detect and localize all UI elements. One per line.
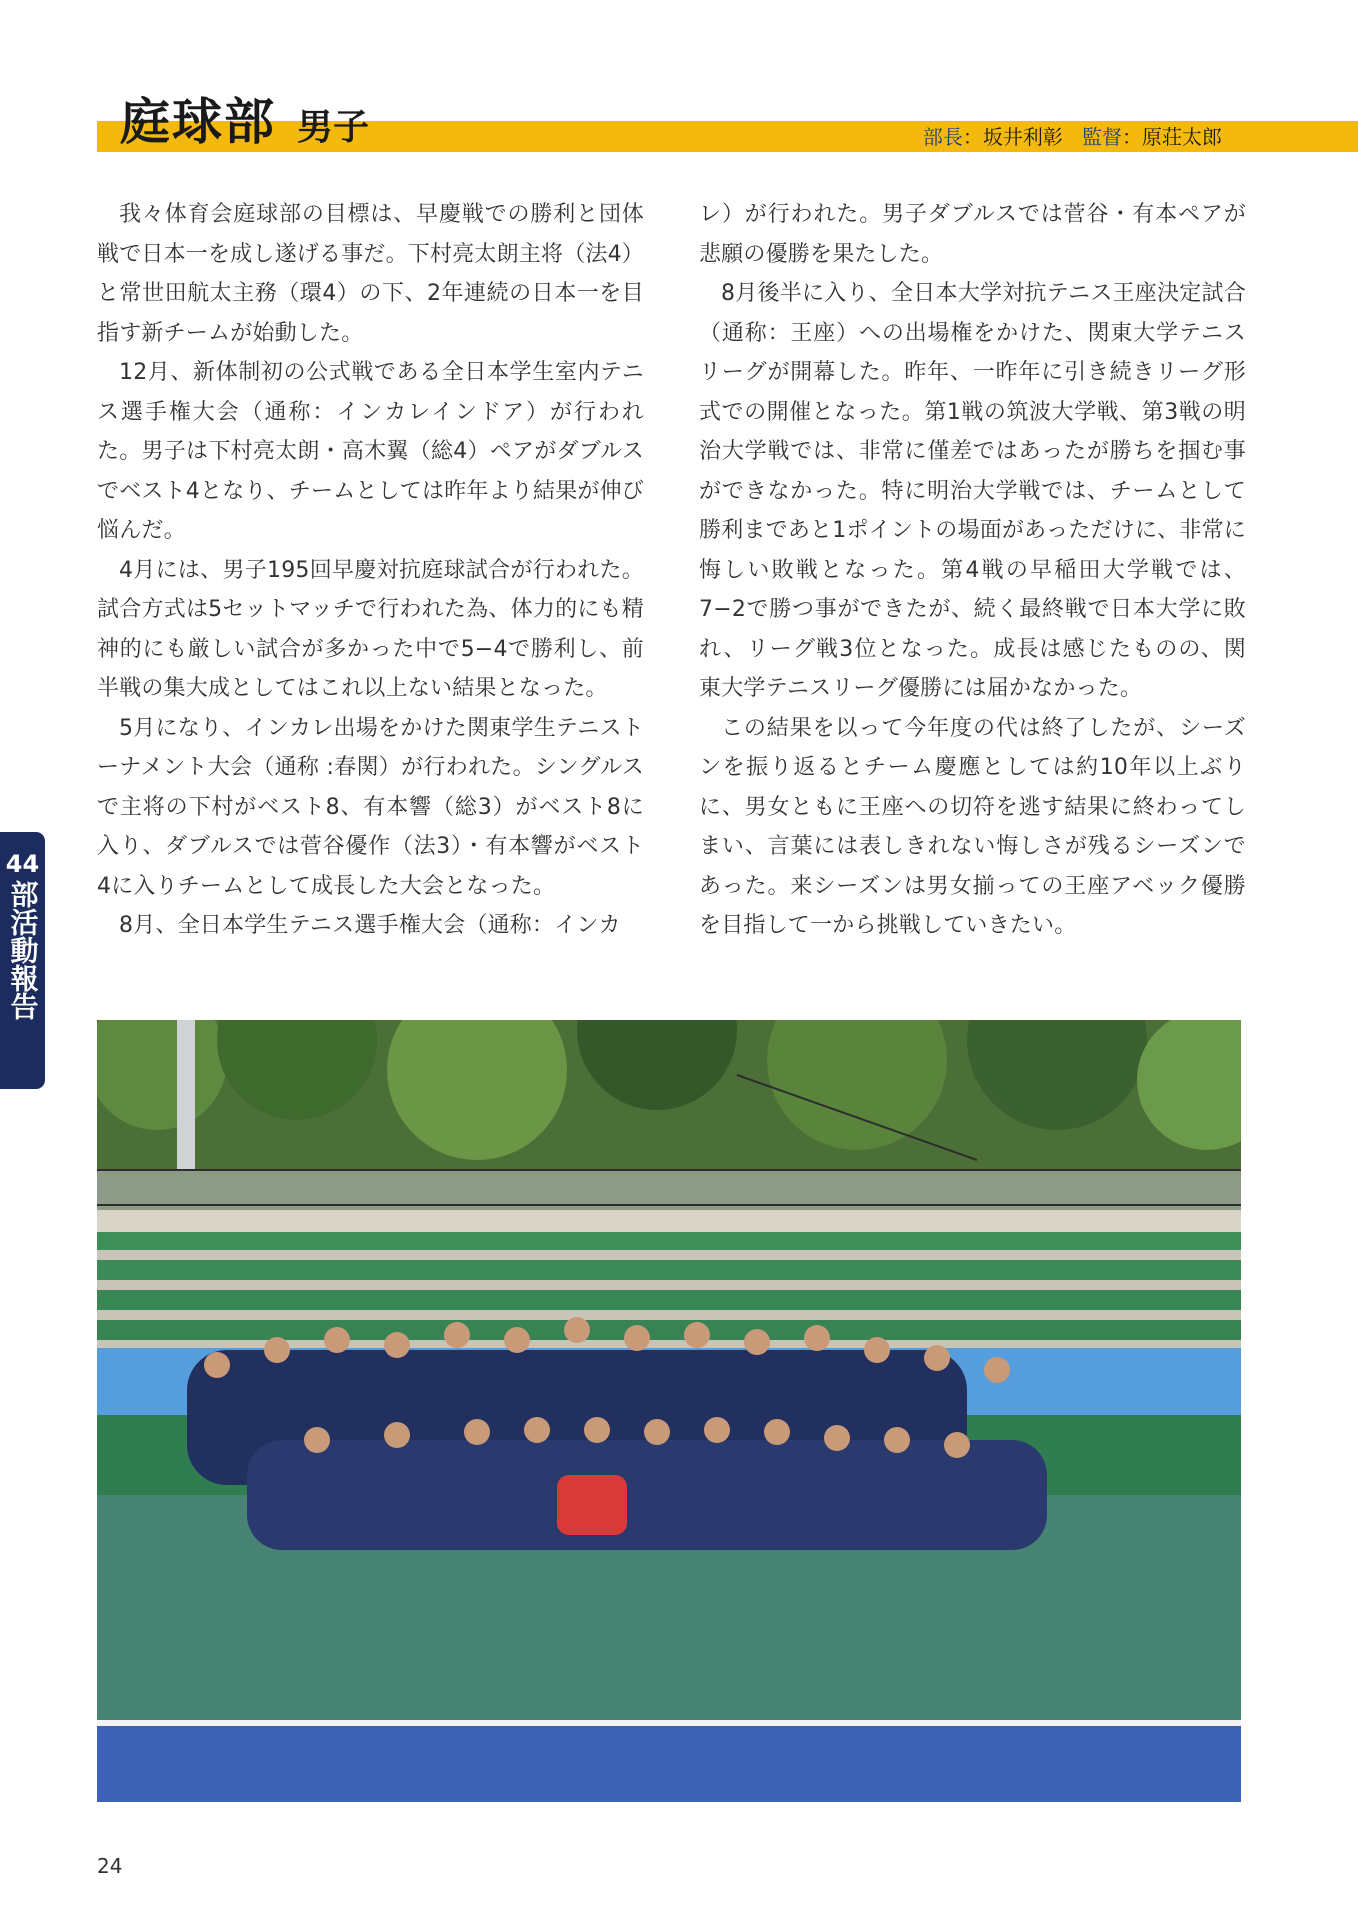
page-title: 庭球部 — [120, 93, 276, 151]
paragraph: 12月、新体制初の公式戦である全日本学生室内テニス選手権大会（通称：インカレインドア）が行われた。男子は下村亮太朗・高木翼（総4）ペアがダブルスでベスト4となり、チームとしては昨年より結果が伸び悩んだ。 — [97, 360, 644, 543]
buchou-role: 部長 — [922, 125, 963, 149]
paragraph: 8月、全日本学生テニス選手権大会（通称：インカ — [119, 913, 621, 938]
paragraph: 8月後半に入り、全日本大学対抗テニス王座決定試合（通称：王座）への出場権をかけた、関東大学テニスリーグが開幕した。昨年、一昨年に引き続きリーグ形式での開催となった。第1戦の筑波大学戦、第3戦の明治大学戦では、非常に僅差ではあったが勝ちを掴む事ができなかった。特に明治大学戦では、チームとして勝利まであと1ポイントの場面があっただけに、非常に悔しい敗戦となった。第4戦の早稲田大学戦では、7−2で勝つ事ができたが、続く最終戦で日本大学に敗れ、リーグ戦3位となった。成長は感じたものの、関東大学テニスリーグ優勝には届かなかった。 — [699, 281, 1246, 701]
section-label: 部活動報告 — [6, 880, 40, 1020]
article-column-right — [699, 195, 1246, 946]
paragraph: 5月になり、インカレ出場をかけた関東学生テニストーナメント大会（通称 :春関）が行われた。シングルスで主将の下村がベスト8、有本響（総3）がベスト8に入り、ダブルスでは菅谷優作（法3）・有本響がベスト4に入りチームとして成長した大会となった。 — [97, 715, 644, 899]
staff-info — [923, 124, 1222, 150]
paragraph: 我々体育会庭球部の目標は、早慶戦での勝利と団体戦で日本一を成し遂げる事だ。下村亮太朗主将（法4）と常世田航太主務（環4）の下、2年連続の日本一を目指す新チームが始動した。 — [97, 202, 644, 346]
section-tab — [0, 832, 45, 1089]
paragraph: 4月には、男子195回早慶対抗庭球試合が行われた。試合方式は5セットマッチで行われた為、体力的にも精神的にも厳しい試合が多かった中で5−4で勝利し、前半戦の集大成としてはこれ以上ない結果となった。 — [97, 557, 644, 701]
section-number: 44 — [5, 850, 40, 878]
paragraph: この結果を以って今年度の代は終了したが、シーズンを振り返るとチーム慶應としては約10年以上ぶりに、男女ともに王座への切符を逃す結果に終わってしまい、言葉には表しきれない悔しさが残るシーズンであった。来シーズンは男女揃っての王座アベック優勝を目指して一から挑戦していきたい。 — [699, 715, 1246, 938]
paragraph-continuation: レ）が行われた。男子ダブルスでは菅谷・有本ペアが悲願の優勝を果たした。 — [699, 202, 1246, 267]
buchou-name: ：坂井利彰 — [962, 125, 1063, 149]
team-photo — [97, 1020, 1241, 1802]
page-number: 24 — [97, 1854, 123, 1878]
page-subtitle: 男子 — [297, 107, 370, 148]
kantoku-role: 監督 — [1082, 125, 1122, 149]
kantoku-name: ：原荘太郎 — [1122, 125, 1222, 149]
article-column-left — [97, 195, 644, 946]
